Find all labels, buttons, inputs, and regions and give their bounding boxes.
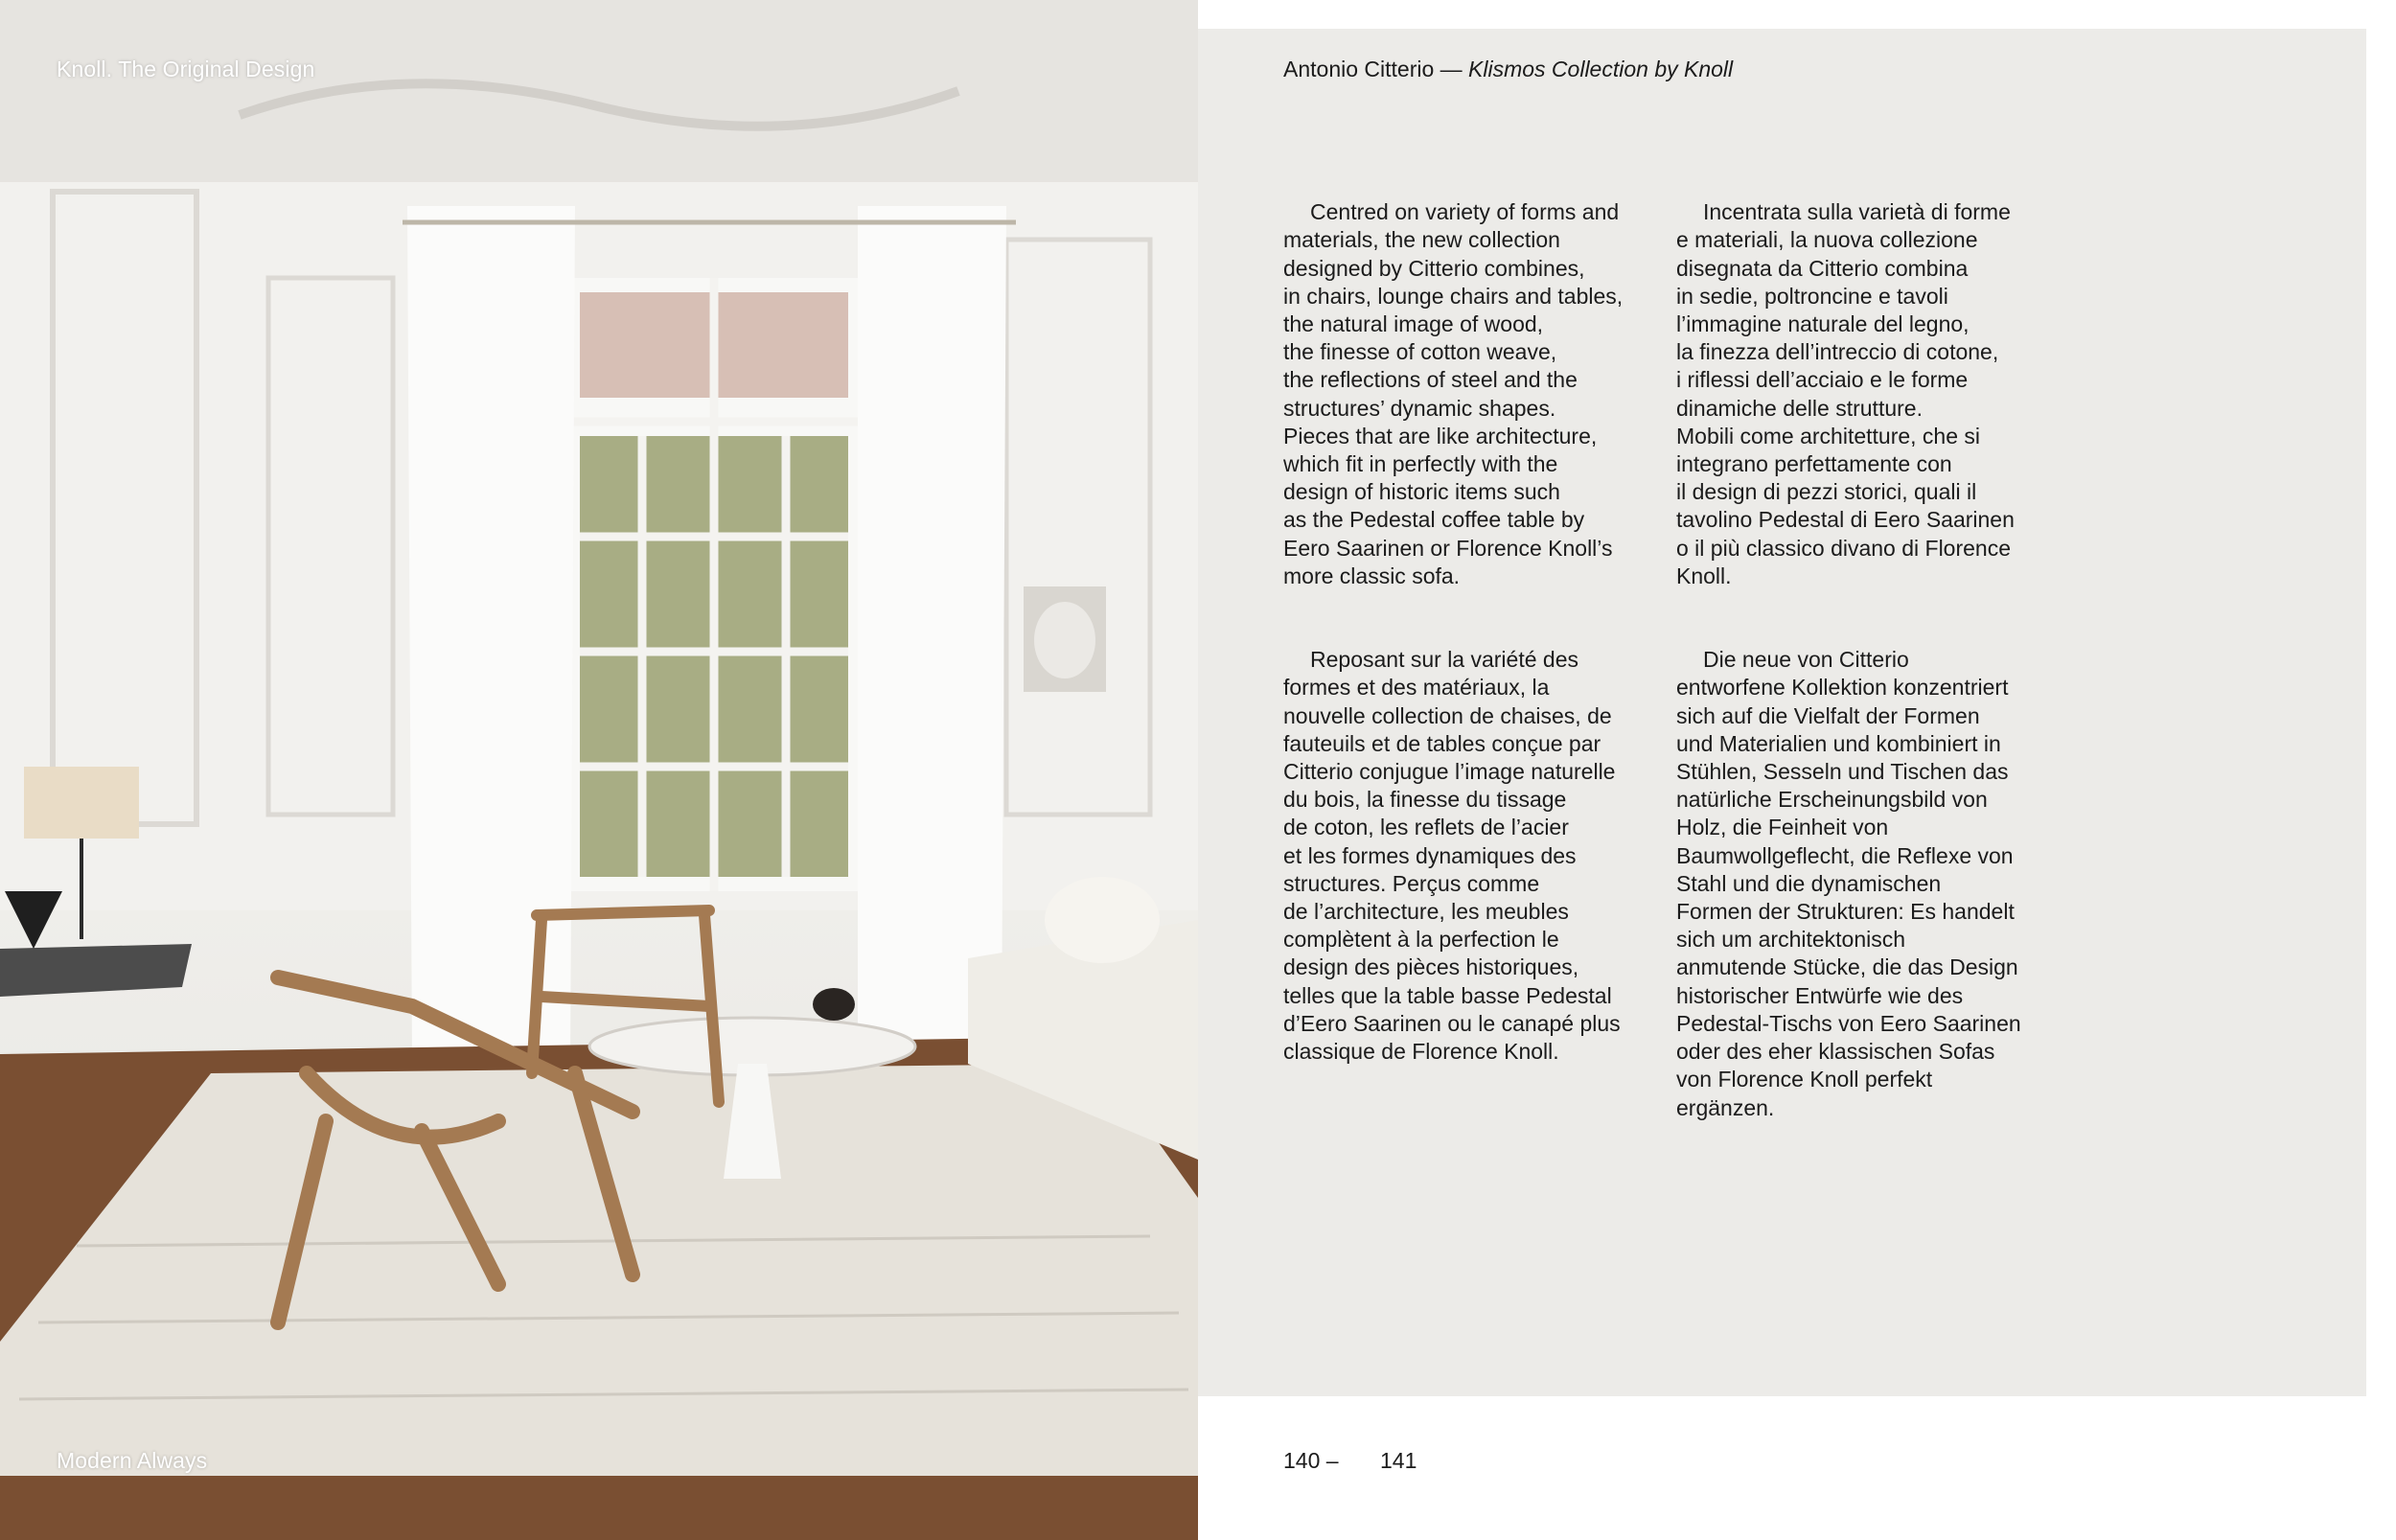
designer-name: Antonio Citterio — xyxy=(1283,57,1463,81)
wall-art-oval xyxy=(1034,602,1095,678)
article-heading xyxy=(1283,57,1733,82)
text-column-left xyxy=(1283,171,1662,1122)
page-number-left: 140 – xyxy=(1283,1448,1339,1473)
side-console xyxy=(0,944,192,997)
curtain-left xyxy=(407,206,575,1064)
book-header-label: Knoll. The Original Design xyxy=(57,57,315,81)
text-column-right xyxy=(1676,171,2055,1178)
paragraph-german: Die neue von Citterio entworfene Kollektion konzentriert sich auf die Vielfalt der Formen und Materialien und kombiniert in Stühlen, Sesseln und Tischen das natürliche Erscheinungsbild von Holz, die Feinheit von Baumwollgeflecht, die Reflexe von Stahl und die dynamischen Formen der Strukturen: Es handelt sich um architektonisch anmutende Stücke, die das Design historischer Entwürfe wie des Pedestal-Tischs von Eero Saarinen oder des eher klassischen Sofas von Florence Knoll perfekt ergänzen. xyxy=(1676,647,2021,1120)
page-number-right: 141 xyxy=(1380,1448,1417,1473)
paragraph-italian: Incentrata sulla varietà di forme e materiali, la nuova collezione disegnata da Citterio combina in sedie, poltroncine e tavoli l’immagine naturale del legno, la finezza dell’intreccio di cotone, i riflessi dell’acciaio e le forme dinamiche delle strutture. Mobili come architetture, che si integrano perfettamente con il design di pezzi storici, quali il tavolino Pedestal di Eero Saarinen o il più classico divano di Florence Knoll. xyxy=(1676,199,2015,588)
collection-title: Klismos Collection by Knoll xyxy=(1468,57,1734,81)
paper-lamp-shade xyxy=(24,767,139,839)
ceiling xyxy=(0,0,1198,182)
bird-sculpture xyxy=(813,988,855,1021)
paragraph-french: Reposant sur la variété des formes et des matériaux, la nouvelle collection de chaises, de fauteuils et de tables conçue par Citterio conjugue l’image naturelle du bois, la finesse du tissage de coton, les reflets de l’acier et les formes dynamiques des structures. Perçus comme de l’architecture, les meubles complètent à la perfection le design des pièces historiques, telles que la table basse Pedestal d’Eero Saarinen ou le canapé plus classique de Florence Knoll. xyxy=(1283,647,1621,1065)
paragraph-english: Centred on variety of forms and materials, the new collection designed by Citterio combines, in chairs, lounge chairs and tables, the natural image of wood, the finesse of cotton weave, the reflections of steel and the structures’ dynamic shapes. Pieces that are like architecture, which fit in perfectly with the design of historic items such as the Pedestal coffee table by Eero Saarinen or Florence Knoll’s more classic sofa. xyxy=(1283,199,1624,588)
black-vase xyxy=(5,891,62,949)
book-footer-label: Modern Always xyxy=(57,1448,208,1473)
rug xyxy=(0,1064,1198,1476)
sofa-cushion xyxy=(1045,877,1160,963)
curtain-right xyxy=(858,206,1006,1045)
